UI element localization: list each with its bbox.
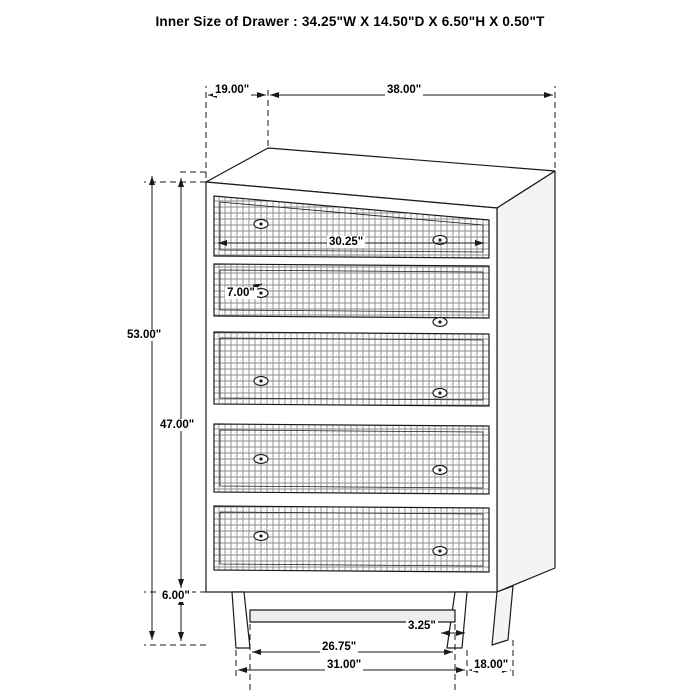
- dimension-label-drawer-height: 7.00": [227, 287, 255, 299]
- page-title: Inner Size of Drawer : 34.25"W X 14.50"D X 6.50"H X 0.50"T: [155, 14, 545, 29]
- dimension-label-depth-top: 19.00": [215, 84, 250, 96]
- dimension-label-body-height: 47.00": [160, 419, 195, 431]
- dimension-label-base-inner: 26.75": [322, 641, 357, 653]
- dimension-label-leg-height: 6.00": [162, 590, 190, 602]
- chest-right-side: [497, 171, 555, 592]
- dimension-label-width-top: 38.00": [387, 84, 422, 96]
- dimension-label-drawer-width: 30.25": [329, 236, 364, 248]
- dimension-label-total-height: 53.00": [127, 329, 162, 341]
- chest-base-legs: [232, 586, 513, 648]
- dimension-label-stretcher: 3.25": [408, 620, 436, 632]
- dimension-label-base-width: 31.00": [327, 659, 362, 671]
- dimension-label-base-depth: 18.00": [474, 659, 509, 671]
- drawer-3: [214, 332, 489, 406]
